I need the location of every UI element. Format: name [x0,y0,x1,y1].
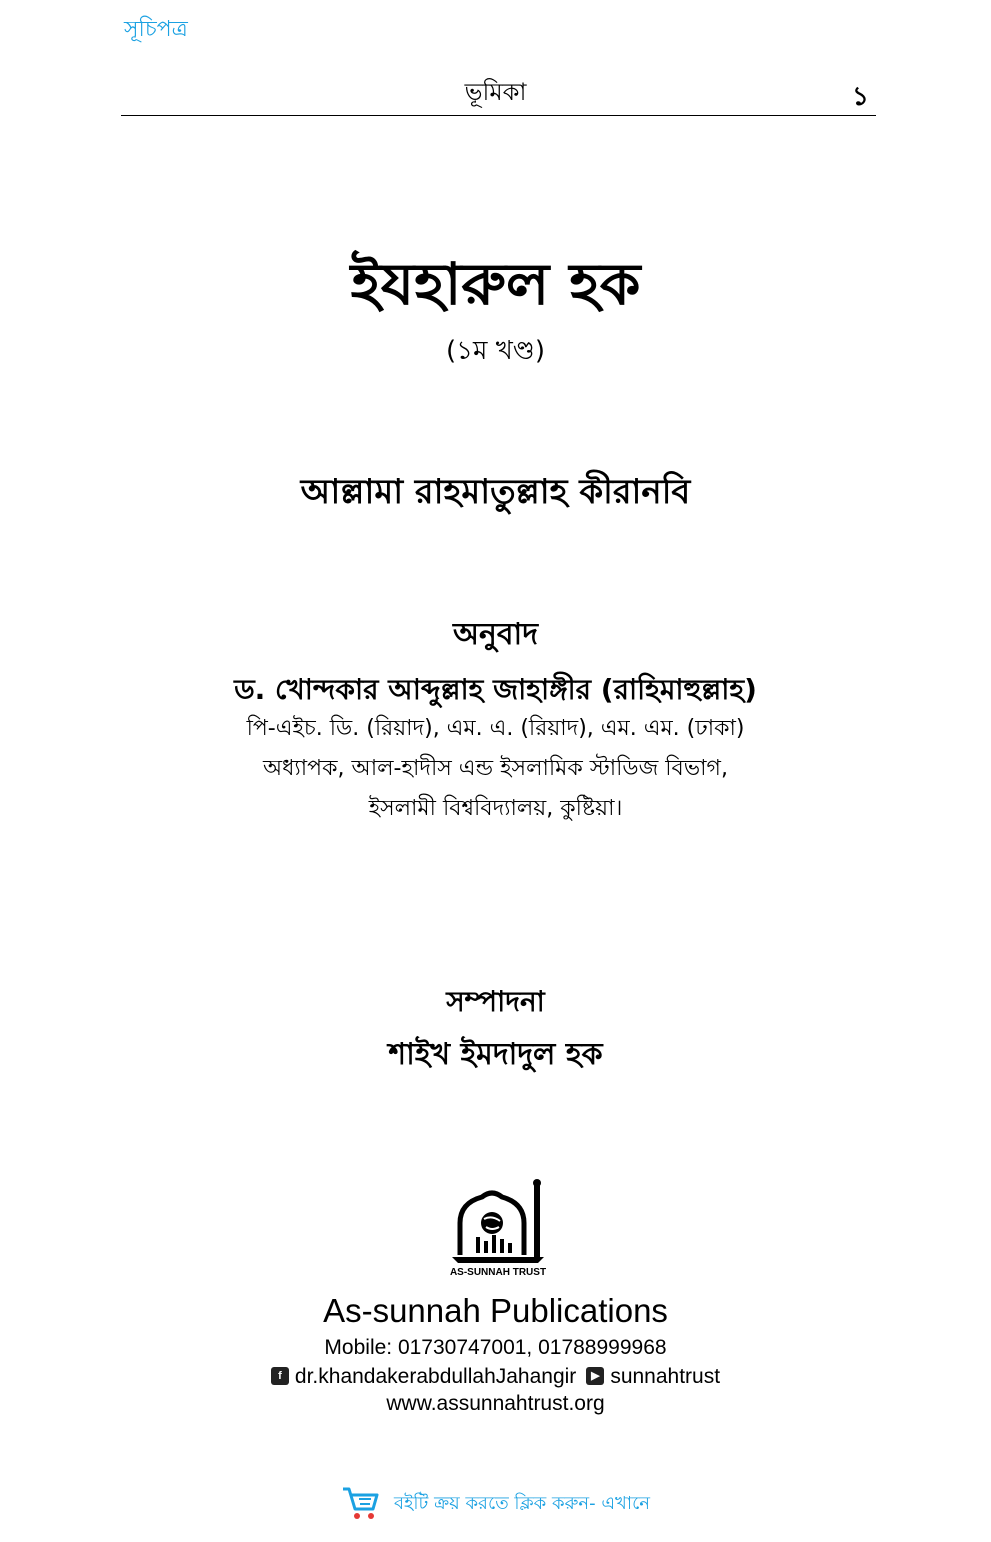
toc-link[interactable]: সূচিপত্র [124,17,188,42]
youtube-handle: sunnahtrust [610,1365,721,1388]
volume-label: (১ম খণ্ড) [446,336,545,366]
translator-name: ড. খোন্দকার আব্দুল্লাহ জাহাঙ্গীর (রাহিমাহুল্লাহ) [234,673,757,706]
header-divider [121,115,876,116]
publisher-logo [442,1175,554,1280]
buy-link-row[interactable] [0,1485,991,1523]
publisher-name: As-sunnah Publications [323,1292,668,1329]
publisher-phone: Mobile: 01730747001, 01788999968 [324,1336,667,1359]
editor-name: শাইখ ইমদাদুল হক [388,1037,603,1072]
social-row [0,1365,991,1389]
facebook-icon: f [271,1367,289,1385]
page-number: ১ [852,82,869,112]
publisher-website: www.assunnahtrust.org [386,1392,605,1415]
translator-credential: পি-এইচ. ডি. (রিয়াদ), এম. এ. (রিয়াদ), এম. এম. (ঢাকা) [246,716,745,741]
translation-heading: অনুবাদ [452,617,539,652]
book-title: ইযহারুল হক [350,250,641,318]
facebook-handle: dr.khandakerabdullahJahangir [294,1365,577,1388]
editing-heading: সম্পাদনা [446,985,545,1018]
shopping-cart-icon[interactable] [341,1485,381,1523]
running-header-title: ভূমিকা [464,78,527,106]
youtube-icon: ▶ [586,1367,604,1385]
author-name: আল্লামা রাহমাতুল্লাহ কীরানবি [300,472,691,512]
logo-wordmark: AS-SUNNAH TRUST [449,1267,547,1278]
translator-credential: ইসলামী বিশ্ববিদ্যালয়, কুষ্টিয়া। [368,796,623,821]
translator-credential: অধ্যাপক, আল-হাদীস এন্ড ইসলামিক স্টাডিজ বিভাগ, [263,756,728,781]
buy-link-text[interactable]: বইটি ক্রয় করতে ক্লিক করুন- এখানে [394,1492,651,1514]
